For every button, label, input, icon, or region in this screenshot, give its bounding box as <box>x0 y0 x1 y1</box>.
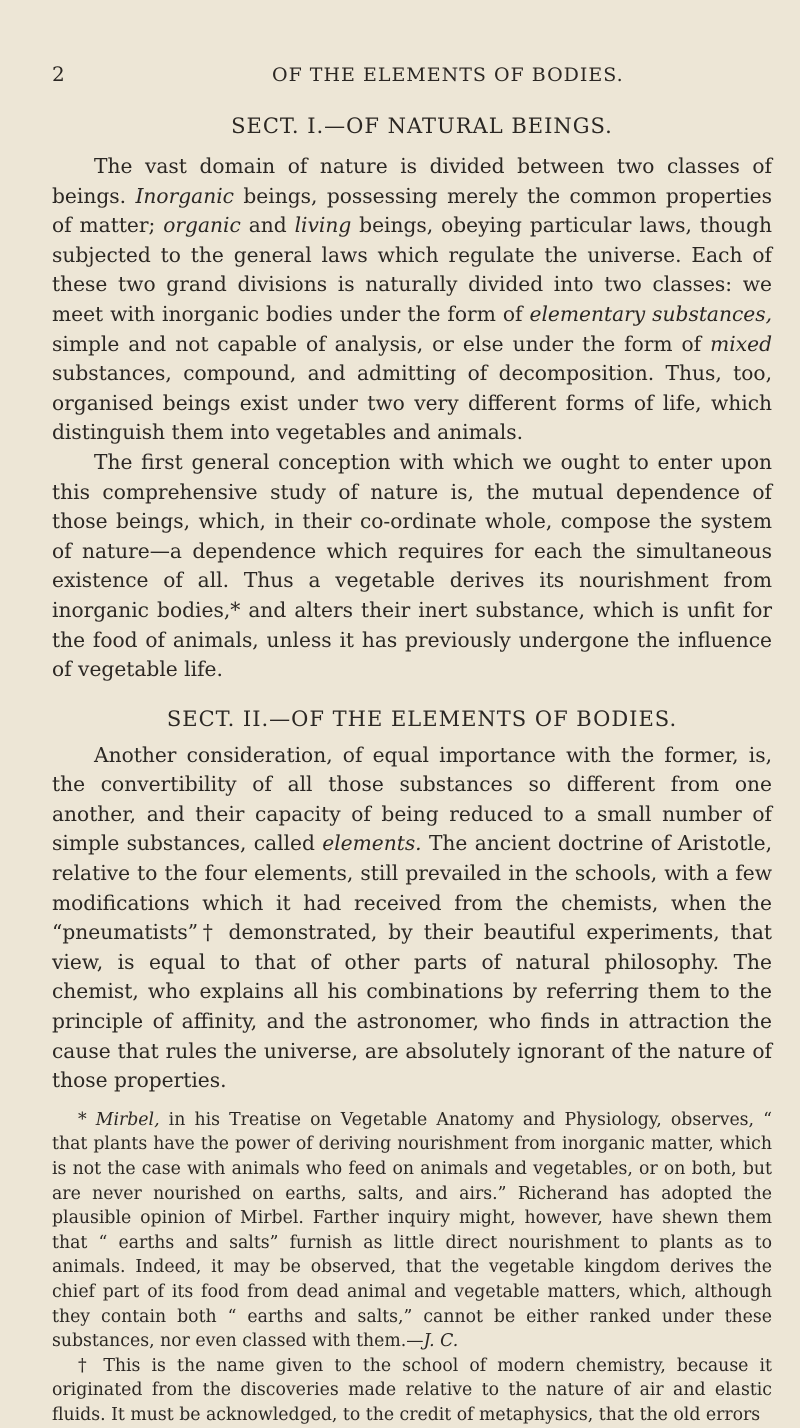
section-1-paragraph-2: The first general conception with which we ought to enter upon this comprehensive study of nature is, the mutual dependence of those beings, which, in their co-ordinate whole, compose the system of nature—a dependence which requires for each the simultaneous existence of all. Thus a vegetable derives its nourishment from inorganic bodies,* and alters their inert substance, which is unfit for the food of animals, unless it has previously undergone the influence of vegetable life. <box>52 449 772 682</box>
footnote-star: * Mirbel, in his Treatise on Vegetable Anatomy and Physiology, observes, “ that plants have the power of deriving nourishment from inorganic matter, which is not the case with animals who feed on animals and vegetables, or on both, but are never nourished on earths, salts, and airs.” Richerand has adopted the plausible opinion of Mirbel. Farther inquiry might, however, have shewn them that “ earths and salts” furnish as little direct nourishment to plants as to animals. Indeed, it may be observed, that the vegetable kingdom derives the chief part of its food from dead animal and vegetable matters, which, although they contain both “ earths and salts,” cannot be either ranked under these substances, nor even classed with them.—J. C. <box>52 1109 772 1352</box>
running-title: OF THE ELEMENTS OF BODIES. <box>272 64 624 86</box>
emphasis-organic: organic <box>163 213 241 238</box>
author-initials: J. C. <box>423 1331 459 1352</box>
running-head <box>52 62 772 110</box>
emphasis-elementary-substances: elementary substances, <box>529 301 772 326</box>
emphasis-mixed: mixed <box>710 331 772 356</box>
section-1-paragraph-1: The vast domain of nature is divided between two classes of beings. Inorganic beings, possessing merely the common properties of matter; organic and living beings, obeying particular laws, though subjected to the general laws which regulate the universe. Each of these two grand divisions is naturally divided into two classes: we meet with inorganic bodies under the form of elementary substances, simple and not capable of analysis, or else under the form of mixed substances, compound, and admitting of decomposition. Thus, too, organised beings exist under two very different forms of life, which distinguish them into vegetables and animals. <box>52 154 773 445</box>
emphasis-elements: elements. <box>322 831 422 856</box>
section-1-title: SECT. I.—OF NATURAL BEINGS. <box>231 114 613 138</box>
page-number: 2 <box>52 62 65 86</box>
footnote-dagger: † This is the name given to the school of modern chemistry, because it originated from the discoveries made relative to the nature of air and elastic fluids. It must be acknowledged, to the credit of metaphysics, that the old errors <box>52 1355 772 1425</box>
section-2-paragraph-1: Another consideration, of equal importance with the former, is, the convertibility of all those substances so different from one another, and their capacity of being reduced to a small number of simple substances, called elements. The ancient doctrine of Aristotle, relative to the four elements, still prevailed in the schools, with a few modifications which it had received from the chemists, when the “pneumatists”† demonstrated, by their beautiful experiments, that view, is equal to that of other parts of natural philosophy. The chemist, who explains all his combinations by referring them to the principle of affinity, and the astronomer, who finds in attraction the cause that rules the universe, are absolutely ignorant of the nature of those properties. <box>52 742 773 1093</box>
emphasis-living: living <box>294 213 352 238</box>
emphasis-inorganic: Inorganic <box>135 183 234 208</box>
author-mirbel: Mirbel, <box>95 1109 160 1130</box>
footnotes <box>52 1108 772 1428</box>
section-2-title: SECT. II.—OF THE ELEMENTS OF BODIES. <box>166 706 678 731</box>
